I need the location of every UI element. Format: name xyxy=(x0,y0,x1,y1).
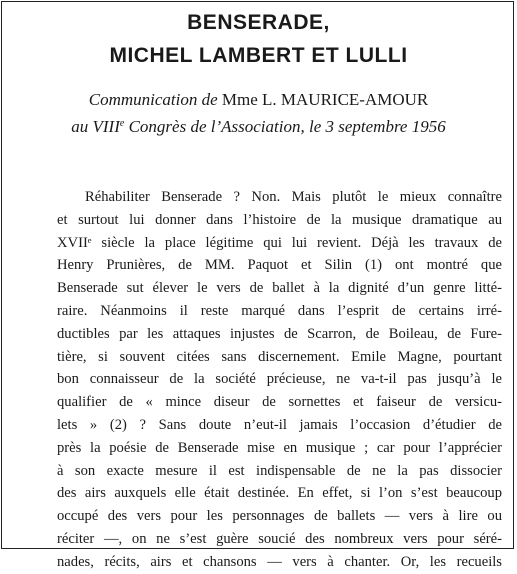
body-line: des airs auxquels elle était destinée. En effet, si l’on s’est beaucoup xyxy=(57,485,502,502)
title-line-1: BENSERADE, xyxy=(187,11,330,34)
article-body xyxy=(57,186,502,574)
body-line: XVIIᵉ siècle la place légitime qui lui revient. Déjà les travaux de xyxy=(57,234,502,251)
body-line: Henry Prunières, de MM. Paquot et Silin (1) ont montré que xyxy=(57,257,502,274)
congress-details: Congrès de l’Association, le 3 septembre 1956 xyxy=(124,117,446,136)
body-line: tière, si souvent citées sans discernement. Emile Magne, pourtant xyxy=(57,348,502,365)
body-line: près la poésie de Benserade mise en musique ; car pour l’apprécier xyxy=(57,439,502,456)
body-line: nades, récits, airs et chansons — vers à chanter. Or, les recueils xyxy=(57,553,502,570)
author-name: Mme L. MAURICE-AMOUR xyxy=(221,90,429,109)
body-line: ductibles par les attaques injustes de Scarron, de Boileau, de Fure- xyxy=(57,325,502,342)
body-line: Benserade sut élever le vers de ballet à la dignité d’un genre litté- xyxy=(57,280,502,297)
body-line: qualifier de « mince diseur de sornettes et faiseur de versicu- xyxy=(57,394,502,411)
body-line: lets » (2) ? Sans doute n’eut-il jamais l’occasion d’étudier de xyxy=(57,416,502,433)
subtitle-line-2 xyxy=(0,118,517,135)
body-line: raire. Néanmoins il reste marqué dans l’esprit de certains irré- xyxy=(57,302,502,319)
body-line: réciter —, on ne s’est guère soucié des nombreux vers pour séré- xyxy=(57,530,502,547)
congress-ordinal-sup: e xyxy=(119,118,125,129)
body-line: à son exacte mesure il est indispensable de ne la pas dissocier xyxy=(57,462,502,479)
subtitle-prefix: Communication de xyxy=(88,90,222,109)
body-line: occupé des vers pour les personnages de ballets — vers à lire ou xyxy=(57,508,502,525)
body-line: et surtout lui donner dans l’histoire de la musique dramatique au xyxy=(57,211,502,228)
title-line-2: MICHEL LAMBERT ET LULLI xyxy=(109,44,408,67)
subtitle-line-1 xyxy=(0,91,517,108)
body-line: bon connaisseur de la société précieuse, ne va-t-il pas jusqu’à le xyxy=(57,371,502,388)
congress-number: au VIII xyxy=(71,117,120,136)
body-line: Réhabiliter Benserade ? Non. Mais plutôt le mieux connaître xyxy=(85,189,502,205)
